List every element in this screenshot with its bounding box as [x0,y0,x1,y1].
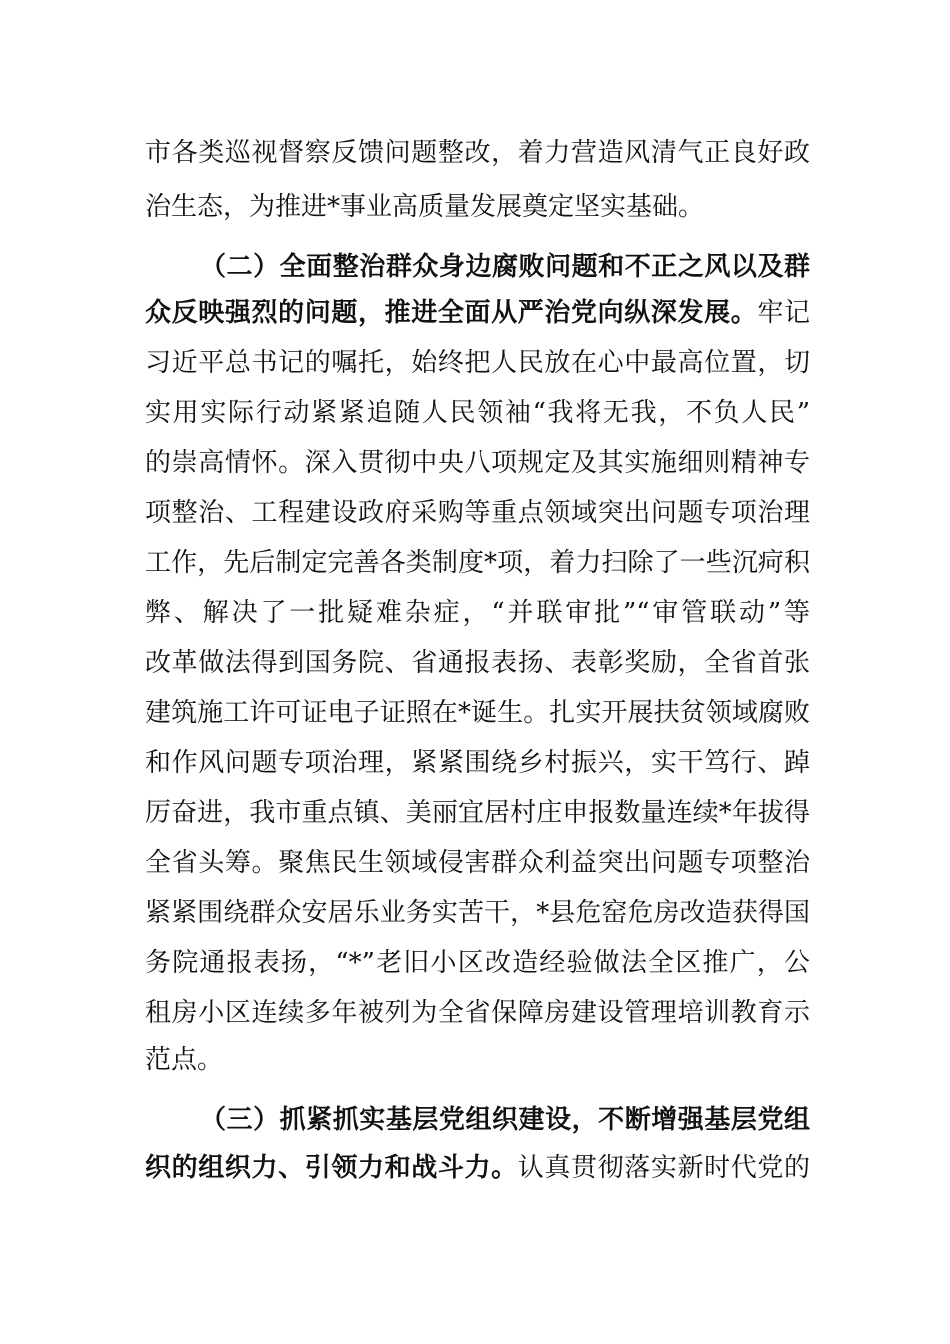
text-line: 务院通报表扬，“*”老旧小区改造经验做法全区推广，公 [145,948,810,978]
text-line: 工作，先后制定完善各类制度*项，着力扫除了一些沉疴积 [145,548,810,578]
text-line: 实用实际行动紧紧追随人民领袖“我将无我，不负人民” [145,398,810,428]
text-line: 改革做法得到国务院、省通报表扬、表彰奖励，全省首张 [145,648,810,678]
text-line: 治生态，为推进*事业高质量发展奠定坚实基础。 [145,192,705,222]
text-line: 建筑施工许可证电子证照在*诞生。扎实开展扶贫领域腐败 [145,698,810,728]
text-line: 全省头筹。聚焦民生领域侵害群众利益突出问题专项整治 [145,848,810,878]
section-heading-line: 织的组织力、引领力和战斗力。认真贯彻落实新时代党的 [145,1153,810,1183]
text-line: 的崇高情怀。深入贯彻中央八项规定及其实施细则精神专 [145,448,810,478]
text-line: 弊、解决了一批疑难杂症，“并联审批”“审管联动”等 [145,598,810,628]
text-line: 厉奋进，我市重点镇、美丽宜居村庄申报数量连续*年拔得 [145,798,810,828]
text-line: 紧紧围绕群众安居乐业务实苦干，*县危窑危房改造获得国 [145,898,810,928]
text-line: 习近平总书记的嘱托，始终把人民放在心中最高位置，切 [145,348,810,378]
section-heading-line: （二）全面整治群众身边腐败问题和不正之风以及群 [200,252,810,282]
text-line: 项整治、工程建设政府采购等重点领域突出问题专项治理 [145,498,810,528]
section-heading-line: 众反映强烈的问题，推进全面从严治党向纵深发展。牢记 [145,298,810,328]
section-heading-line: （三）抓紧抓实基层党组织建设，不断增强基层党组 [200,1105,810,1135]
text-line: 范点。 [145,1045,224,1075]
text-line: 市各类巡视督察反馈问题整改，着力营造风清气正良好政 [145,138,810,168]
text-line: 租房小区连续多年被列为全省保障房建设管理培训教育示 [145,998,810,1028]
text-line: 和作风问题专项治理，紧紧围绕乡村振兴，实干笃行、踔 [145,748,810,778]
